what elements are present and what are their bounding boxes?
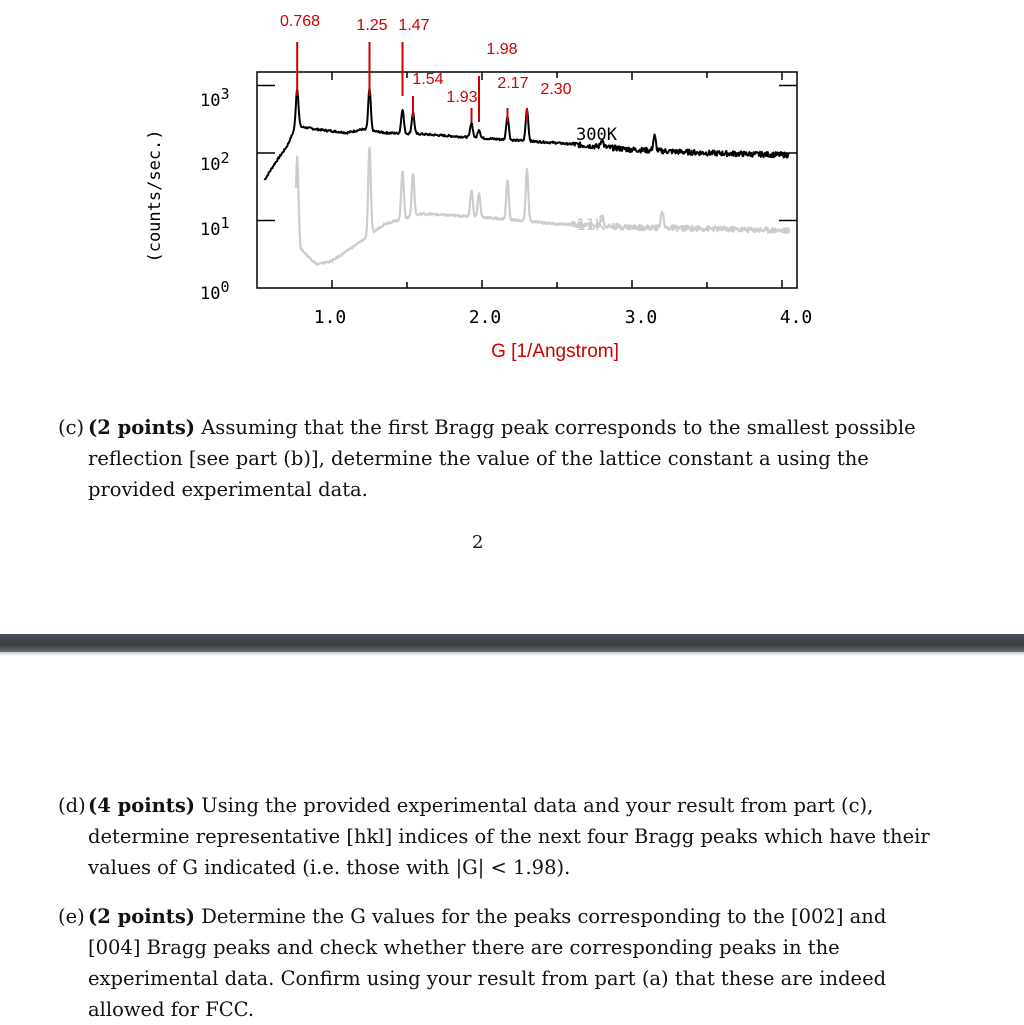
problem-text: Using the provided experimental data and your result from part (c), determine representative [hkl] indices of the next four Bragg peaks which have their values of G indicated (i.e. those with |G| < 1.98). <box>88 794 930 879</box>
page-divider-shadow <box>0 652 1024 656</box>
y-axis-title: (counts/sec.) <box>145 129 165 263</box>
page-number: 2 <box>472 532 484 553</box>
series-line-300k <box>265 88 790 180</box>
problem-label: (d) <box>58 794 86 817</box>
points: (4 points) <box>88 794 196 817</box>
problem-label: (c) <box>58 416 85 439</box>
series-line-11k <box>296 148 789 265</box>
peak-annotation-label: 0.768 <box>279 13 321 30</box>
problem-e <box>58 901 938 1025</box>
peak-annotation-label: 1.25 <box>356 17 388 34</box>
y-tick-label: 102 <box>200 149 230 175</box>
series-label-11k: 11K <box>576 215 605 234</box>
peak-annotation-label: 1.98 <box>486 41 518 58</box>
points: (2 points) <box>88 416 196 439</box>
x-tick-label: 1.0 <box>313 307 347 328</box>
x-tick-label: 4.0 <box>779 307 813 328</box>
points: (2 points) <box>88 905 196 928</box>
x-tick-label: 2.0 <box>468 307 502 328</box>
peak-annotation-label: 2.30 <box>540 81 572 98</box>
peak-annotations <box>280 13 572 106</box>
y-tick-label: 100 <box>200 278 230 304</box>
problem-text: Determine the G values for the peaks corresponding to the [002] and [004] Bragg peaks and check whether there are corresponding peaks in the experimental data. Confirm using your result from part (a) that these are indeed allowed for FCC. <box>88 905 887 1021</box>
problem-text: Assuming that the first Bragg peak corresponds to the smallest possible reflection [see part (b)], determine the value of the lattice constant a using the provided experimental data. <box>88 416 916 501</box>
x-axis-title: G [1/Angstrom] <box>491 341 619 362</box>
peak-annotation-label: 1.47 <box>398 17 430 34</box>
x-tick-label: 3.0 <box>624 307 658 328</box>
series-label-300k: 300K <box>576 125 617 145</box>
peak-annotation-label: 1.93 <box>446 89 478 106</box>
problem-c <box>58 412 938 505</box>
y-tick-label: 101 <box>200 214 230 240</box>
page-divider <box>0 634 1024 652</box>
diffraction-chart <box>0 0 1024 380</box>
y-tick-label: 103 <box>200 85 230 111</box>
problem-label: (e) <box>58 905 85 928</box>
peak-annotation-label: 1.54 <box>412 71 444 88</box>
peak-annotation-label: 2.17 <box>497 75 529 92</box>
problem-d <box>58 790 938 883</box>
